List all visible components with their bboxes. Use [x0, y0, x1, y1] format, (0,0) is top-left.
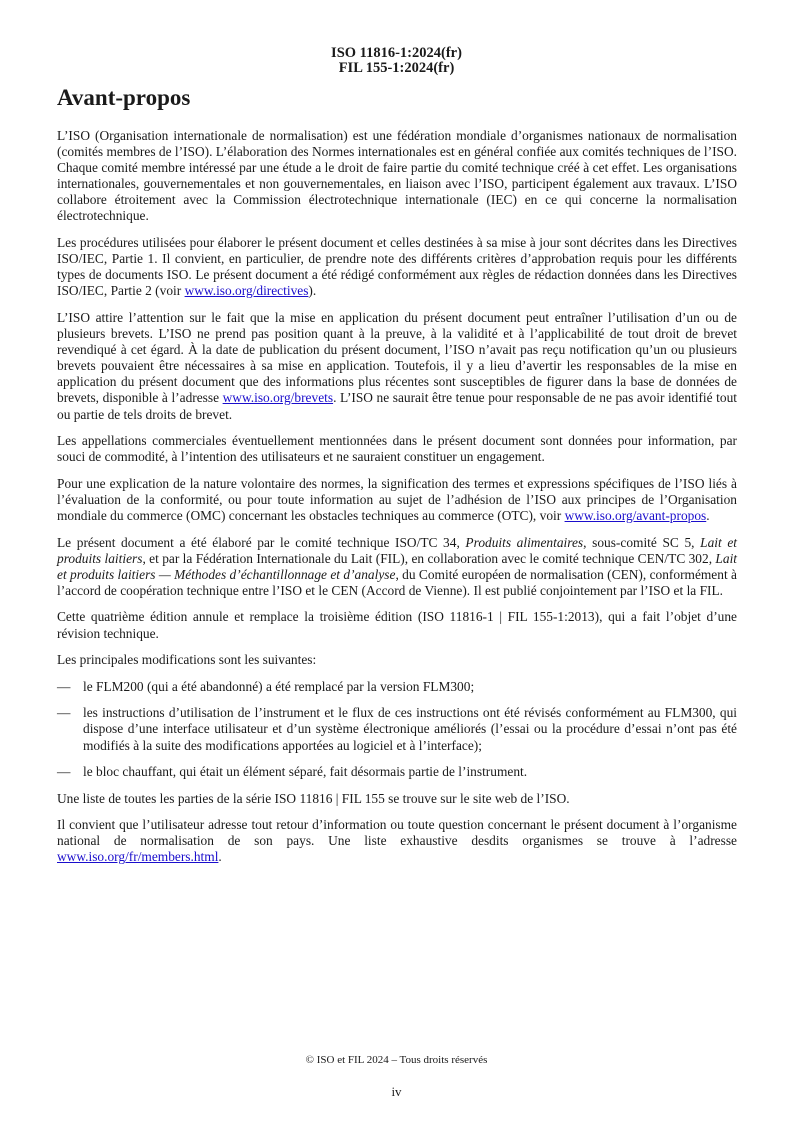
document-body — [57, 128, 737, 876]
brevets-link[interactable]: www.iso.org/brevets — [222, 390, 334, 406]
text: Les procédures utilisées pour élaborer le présent document et celles destinées à sa mise à jour sont décrites dans les Directives ISO/IEC, Partie 1. Il convient, en particulier, de prendre note des différents critères d’approbation requis pour les différents types de documents ISO. Le présent document a été rédigé conformément aux règles de rédaction données dans les Directives ISO/IEC, Partie 2 (voir — [57, 235, 737, 299]
page-number: iv — [391, 1084, 402, 1099]
text: L’ISO attire l’attention sur le fait que la mise en application du présent document peut entraîner l’utilisation d’un ou de plusieurs brevets. L’ISO ne prend pas position quant à la preuve, à la validité et à l’applicabilité de tout droit de brevet revendiqué à cet égard. À la date de publication du présent document, l’ISO n’avait pas reçu notification qu’un ou plusieurs brevets pouvaient être nécessaires à sa mise en application. Toutefois, il y a lieu d’avertir les responsables de la mise en application du présent document que des informations plus récentes sont susceptibles de figurer dans la base de données de brevets, disponible à l’adresse — [57, 309, 737, 406]
text: Pour une explication de la nature volontaire des normes, la signification des termes et expressions spécifiques de l’ISO liés à l’évaluation de la conformité, ou pour toute information au sujet de l’adhésion de l’ISO aux principes de l’Organisation mondiale du commerce (OMC) concernant les obstacles techniques au commerce (OTC), voir — [57, 475, 737, 523]
avant-propos-link[interactable]: www.iso.org/avant-propos — [564, 507, 707, 523]
list-item-text: le bloc chauffant, qui était un élément séparé, fait désormais partie de l’instrument. — [83, 764, 528, 780]
italic-text: Produits alimentaires — [465, 534, 584, 550]
fil-reference: FIL 155-1:2024(fr) — [338, 60, 455, 76]
paragraph — [57, 310, 737, 423]
paragraph — [57, 535, 737, 599]
list-item-text: les instructions d’utilisation de l’instrument et le flux de ces instructions ont été révisés conformément au FLM300, qui dispose d’une interface utilisateur et d’un système électronique améliorés (l’essai ou la procédure d’essai n’ont pas été modifiés à la suite des modifications apportées au logiciel et à l’interface); — [83, 705, 737, 753]
members-link[interactable]: www.iso.org/fr/members.html — [57, 849, 219, 865]
dash: — — [57, 705, 71, 721]
paragraph: Cette quatrième édition annule et remplace la troisième édition (ISO 11816-1 | FIL 155-1:2013), qui a fait l’objet d’une révision technique. — [57, 609, 737, 641]
text: . — [218, 849, 222, 865]
paragraph: Les principales modifications sont les suivantes: — [57, 652, 317, 668]
text: , sous-comité SC 5, — [583, 534, 701, 550]
italic-text: Lait et produits laitiers — [57, 534, 737, 566]
text: , et par la Fédération Internationale du Lait (FIL), en collaboration avec le comité technique CEN/TC 302, — [142, 550, 716, 566]
directives-link[interactable]: www.iso.org/directives — [184, 283, 309, 299]
paragraph — [57, 235, 737, 299]
list-item — [57, 679, 737, 695]
text: Il convient que l’utilisateur adresse tout retour d’information ou toute question concernant le présent document à l’organisme national de normalisation de son pays. Une liste exhaustive desdits organismes se trouve à l’adresse — [57, 817, 737, 849]
dash: — — [57, 764, 71, 780]
list-item-text: le FLM200 (qui a été abandonné) a été remplacé par la version FLM300; — [83, 678, 475, 694]
text: Le présent document a été élaboré par le comité technique ISO/TC 34, — [57, 534, 466, 550]
paragraph: Une liste de toutes les parties de la série ISO 11816 | FIL 155 se trouve sur le site web de l’ISO. — [57, 790, 570, 806]
text: , du Comité européen de normalisation (CEN), conformément à l’accord de coopération technique entre l’ISO et le CEN (Accord de Vienne). Il est publié conjointement par l’ISO et la FIL. — [57, 566, 737, 598]
paragraph — [57, 817, 737, 865]
text: . L’ISO ne saurait être tenue pour responsable de ne pas avoir identifié tout ou partie de tels droits de brevet. — [57, 390, 737, 422]
paragraph — [57, 476, 737, 524]
iso-reference: ISO 11816-1:2024(fr) — [331, 45, 462, 61]
document-header — [0, 46, 793, 76]
dash: — — [57, 678, 71, 694]
text: . — [706, 507, 710, 523]
text: ). — [308, 283, 317, 299]
paragraph: Les appellations commerciales éventuellement mentionnées dans le présent document sont données pour information, par souci de commodité, à l’intention des utilisateurs et ne sauraient constituer un engagement. — [57, 433, 737, 465]
italic-text: Lait et produits laitiers — Méthodes d’échantillonnage et d’analyse — [57, 550, 738, 582]
page-title: Avant-propos — [57, 85, 191, 110]
copyright-footer: © ISO et FIL 2024 – Tous droits réservés — [305, 1054, 488, 1066]
paragraph: L’ISO (Organisation internationale de normalisation) est une fédération mondiale d’organismes nationaux de normalisation (comités membres de l’ISO). L’élaboration des Normes internationales est en général confiée aux comités techniques de l’ISO. Chaque comité membre intéressé par une étude a le droit de faire partie du comité technique créé à cet effet. Les organisations internationales, gouvernementales et non gouvernementales, en liaison avec l’ISO, participent également aux travaux. L’ISO collabore étroitement avec la Commission électrotechnique internationale (IEC) en ce qui concerne la normalisation électrotechnique. — [57, 128, 737, 224]
list-item — [57, 764, 737, 780]
list-item — [57, 705, 737, 753]
